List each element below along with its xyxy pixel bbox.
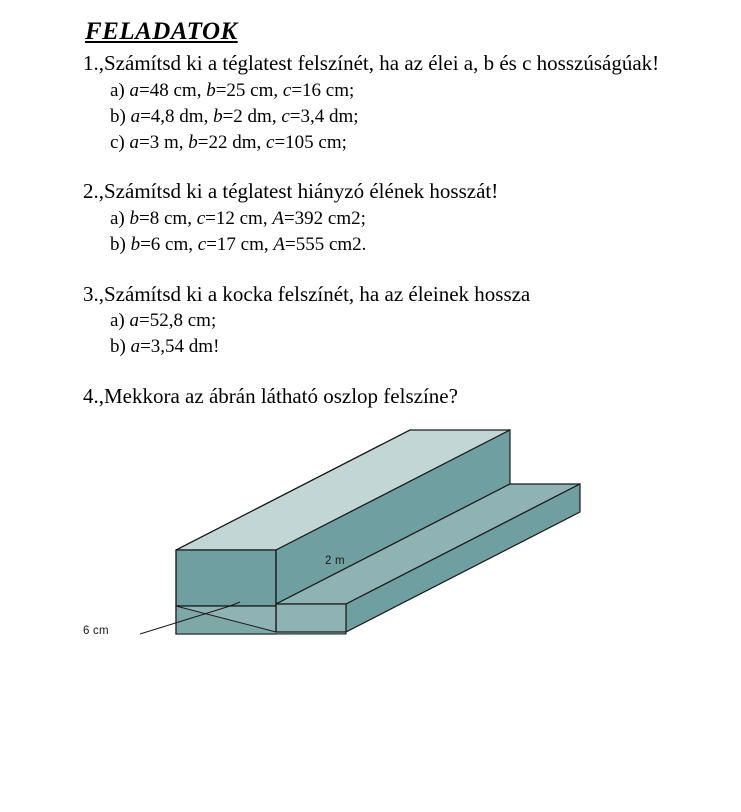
task-3 bbox=[84, 281, 717, 361]
list-item: b) a=4,8 dm, b=2 dm, c=3,4 dm; bbox=[110, 105, 359, 127]
figure-label-width: 6 cm bbox=[83, 625, 109, 638]
task-2-subitems bbox=[84, 206, 717, 258]
figure-label-length: 2 m bbox=[325, 555, 345, 568]
task-2 bbox=[84, 178, 717, 258]
column-figure-svg bbox=[80, 420, 737, 670]
web-front-face-upper bbox=[176, 550, 276, 606]
task-3-subitems bbox=[84, 308, 717, 360]
flange-front-face bbox=[276, 604, 346, 632]
list-item: a) a=52,8 cm; bbox=[110, 310, 217, 332]
list-item: b) b=6 cm, c=17 cm, A=555 cm2. bbox=[110, 234, 367, 256]
task-2-stem: 2.,Számítsd ki a téglatest hiányzó élének hosszát! bbox=[83, 179, 499, 204]
list-item: c) a=3 m, b=22 dm, c=105 cm; bbox=[110, 132, 347, 154]
task-1-subitems bbox=[84, 78, 717, 157]
page-title: FELADATOK bbox=[85, 18, 238, 45]
column-figure bbox=[80, 420, 737, 670]
task-4-stem: 4.,Mekkora az ábrán látható oszlop felszíne? bbox=[83, 383, 458, 408]
list-item: b) a=3,54 dm! bbox=[110, 336, 220, 358]
task-3-stem: 3.,Számítsd ki a kocka felszínét, ha az éleinek hossza bbox=[83, 281, 531, 306]
task-1 bbox=[84, 50, 717, 156]
list-item: a) b=8 cm, c=12 cm, A=392 cm2; bbox=[110, 208, 366, 230]
task-4 bbox=[84, 383, 717, 411]
task-1-stem: 1.,Számítsd ki a téglatest felszínét, ha az élei a, b és c hosszúságúak! bbox=[83, 51, 660, 75]
list-item: a) a=48 cm, b=25 cm, c=16 cm; bbox=[110, 79, 355, 101]
